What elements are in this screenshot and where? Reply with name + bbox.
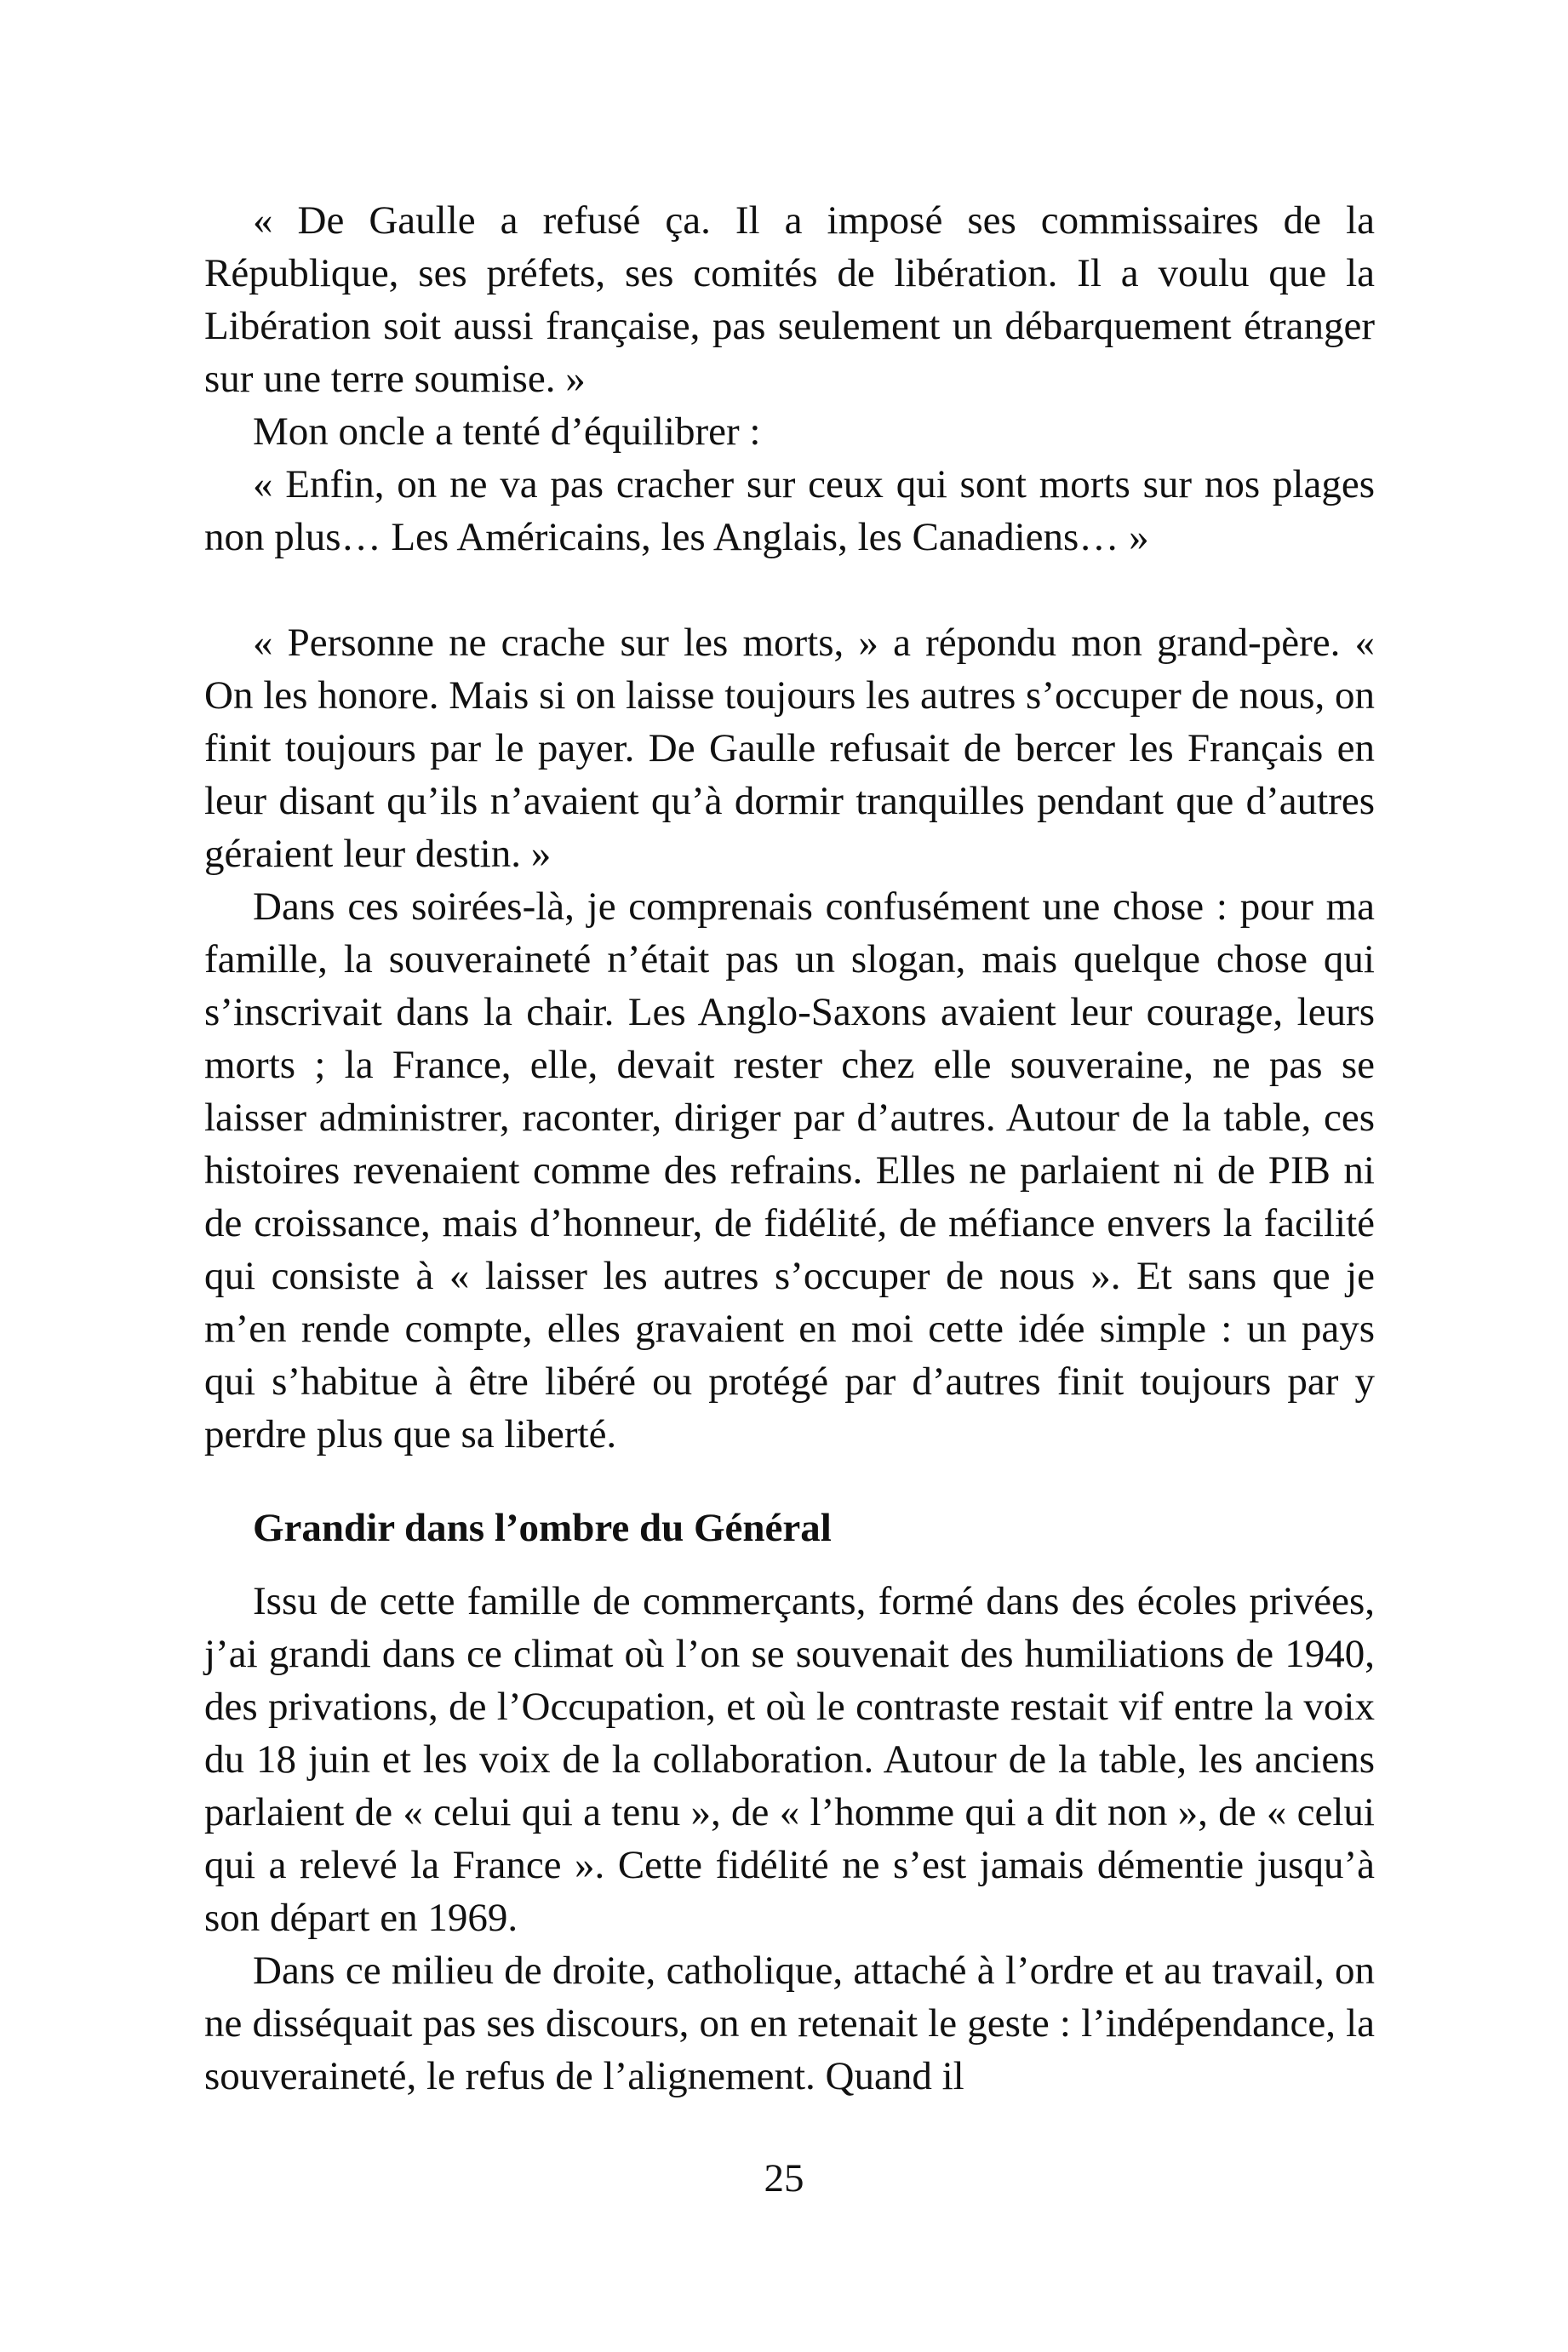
- paragraph-famille-commercants: Issu de cette famille de commerçants, formé dans des écoles privées, j’ai grandi dans ce climat où l’on se souvenait des humiliations de 1940, des privations, de l’Occupation, et où le contraste restait vif entre la voix du 18 juin et les voix de la collaboration. Autour de la table, les anciens parlaient de « celui qui a tenu », de « l’homme qui a dit non », de « celui qui a relevé la France ». Cette fidélité ne s’est jamais démentie jusqu’à son départ en 1969.: [204, 1579, 1375, 1940]
- paragraph-milieu-droite: Dans ce milieu de droite, catholique, attaché à l’ordre et au travail, on ne disséquait pas ses discours, on en retenait le geste : l’indépendance, la souveraineté, le refus de l’alignement. Quand il: [204, 1949, 1375, 2098]
- paragraph-oncle-equilibrer: Mon oncle a tenté d’équilibrer :: [253, 409, 761, 454]
- paragraph-soirees: Dans ces soirées-là, je comprenais confusément une chose : pour ma famille, la souveraineté n’était pas un slogan, mais quelque chose qui s’inscrivait dans la chair. Les Anglo-Saxons avaient leur courage, leurs morts ; la France, elle, devait rester chez elle souveraine, ne pas se laisser administrer, raconter, diriger par d’autres. Autour de la table, ces histoires revenaient comme des refrains. Elles ne parlaient ni de PIB ni de croissance, mais d’honneur, de fidélité, de méfiance envers la facilité qui consiste à « laisser les autres s’occuper de nous ». Et sans que je m’en rende compte, elles gravaient en moi cette idée simple : un pays qui s’habitue à être libéré ou protégé par d’autres finit toujours par y perdre plus que sa liberté.: [204, 884, 1375, 1456]
- paragraph-grand-pere: « Personne ne crache sur les morts, » a répondu mon grand-père. « On les honore. Mais si on laisse toujours les autres s’occuper de nous, on finit toujours par le payer. De Gaulle refusait de bercer les Français en leur disant qu’ils n’avaient qu’à dormir tranquilles pendant que d’autres géraient leur destin. »: [204, 621, 1375, 876]
- page-number: 25: [764, 2156, 804, 2200]
- section-heading: Grandir dans l’ombre du Général: [253, 1506, 832, 1550]
- page-body: [204, 194, 1375, 2103]
- paragraph-spacer: [204, 564, 1375, 616]
- paragraph-de-gaulle-refus: « De Gaulle a refusé ça. Il a imposé ses commissaires de la République, ses préfets, ses comités de libération. Il a voulu que la Libération soit aussi française, pas seulement un débarquement étranger sur une terre soumise. »: [204, 198, 1375, 401]
- paragraph-cracher-morts: « Enfin, on ne va pas cracher sur ceux qui sont morts sur nos plages non plus… Les Américains, les Anglais, les Canadiens… »: [204, 462, 1375, 559]
